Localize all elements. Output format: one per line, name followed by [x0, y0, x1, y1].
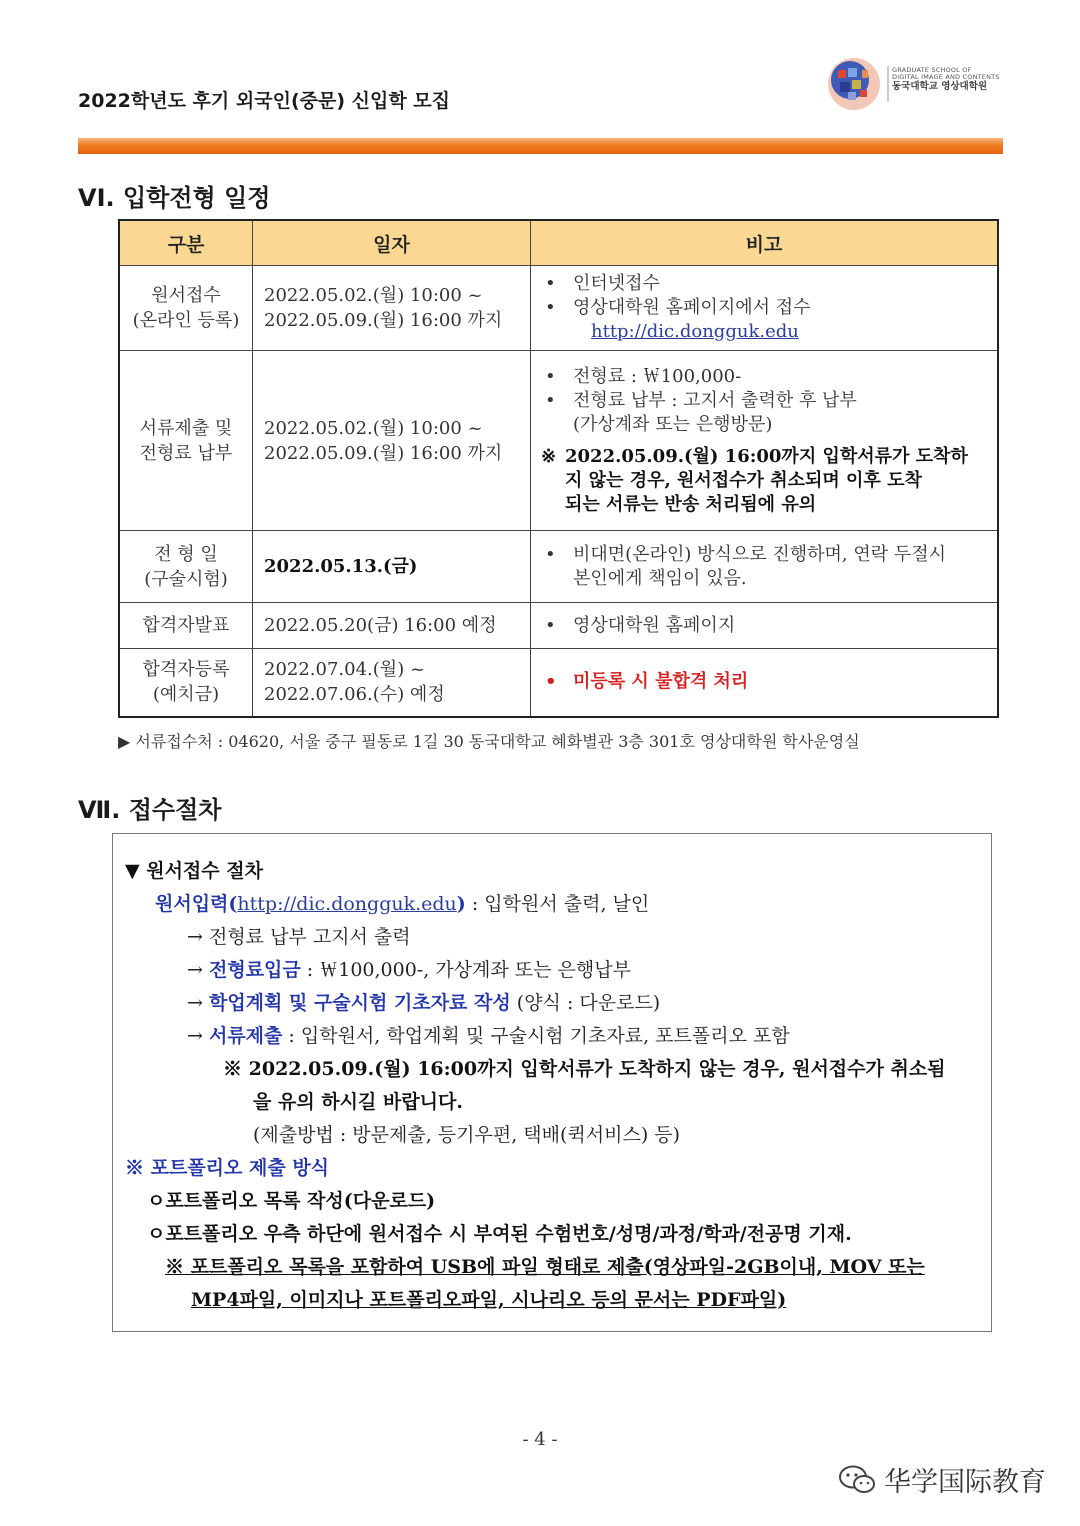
arrow-icon: → — [187, 926, 203, 948]
wechat-watermark — [838, 1460, 1046, 1499]
bullet-icon: • — [545, 543, 556, 565]
list-item: • 전형료 납부 : 고지서 출력한 후 납부 — [545, 389, 857, 411]
document-submission-address: ▶ 서류접수처 : 04620, 서울 중구 필동로 1길 30 동국대학교 혜화별관 3층 301호 영상대학원 학사운영실 — [118, 732, 860, 751]
category-line: (구술시험) — [144, 568, 228, 590]
list-item-continuation: 본인에게 책임이 있음. — [573, 567, 747, 589]
bullet-icon: • — [545, 365, 556, 387]
row-category — [119, 649, 253, 717]
category-line: (온라인 등록) — [132, 310, 240, 331]
portfolio-usb-note: ※ 포트폴리오 목록을 포함하여 USB에 파일 형태로 제출(영상파일-2GB이내, MOV 또는 — [165, 1256, 925, 1278]
portfolio-submission-title: ※ 포트폴리오 제출 방식 — [125, 1157, 330, 1179]
list-item: • 영상대학원 홈페이지 — [545, 614, 736, 636]
row-date — [253, 603, 531, 649]
table-row — [119, 603, 998, 649]
arrow-icon: → — [187, 1025, 203, 1047]
row-category — [119, 531, 253, 603]
row-date — [253, 649, 531, 717]
category-line: 전형료 납부 — [139, 442, 233, 464]
procedure-heading: ▼ 원서접수 절차 — [125, 860, 263, 882]
procedure-step-payment: → 전형료입금 : ￦100,000-, 가상계좌 또는 은행납부 — [187, 959, 631, 981]
date-line: 2022.05.02.(월) 10:00 ~ — [264, 285, 483, 306]
category-line: 합격자발표 — [142, 615, 230, 636]
list-item: • 인터넷접수 — [545, 273, 660, 294]
deadline-warning: ※ 2022.05.09.(월) 16:00까지 입학서류가 도착하 지 않는 경우, 원서접수가 취소되며 이후 도착 되는 서류는 반송 처리됨에 유의 — [541, 445, 968, 515]
arrow-icon: → — [187, 992, 203, 1014]
date-line: 2022.05.09.(월) 16:00 까지 — [264, 442, 503, 464]
list-item: • 영상대학원 홈페이지에서 접수 — [545, 297, 811, 318]
row-category — [119, 603, 253, 649]
category-line: 전 형 일 — [154, 543, 218, 565]
payment-method-note: (가상계좌 또는 은행방문) — [573, 413, 773, 435]
list-item: • 전형료 : ￦100,000- — [545, 365, 742, 387]
table-header-row — [119, 220, 998, 266]
watermark-text: 华学国际教育 — [884, 1467, 1046, 1498]
date-line: 2022.07.04.(월) ~ — [264, 659, 426, 681]
bullet-icon: • — [545, 389, 556, 411]
category-line: 서류제출 및 — [139, 417, 233, 439]
page-number: - 4 - — [522, 1429, 558, 1450]
deadline-warning-continued: 을 유의 하시길 바랍니다. — [253, 1091, 463, 1113]
row-remarks — [531, 531, 999, 603]
arrow-icon: → — [187, 959, 203, 981]
row-remarks — [531, 603, 999, 649]
bullet-icon: • — [545, 614, 556, 636]
logo-line-3: 동국대학교 영상대학원 — [892, 80, 988, 92]
header-remarks: 비고 — [531, 220, 999, 266]
logo-line-2: DIGITAL IMAGE AND CONTENTS — [892, 72, 1000, 81]
header-category: 구분 — [119, 220, 253, 266]
procedure-step-invoice: → 전형료 납부 고지서 출력 — [187, 926, 411, 948]
portfolio-item-list: ㅇ포트폴리오 목록 작성(다운로드) — [147, 1190, 436, 1212]
table-row — [119, 531, 998, 603]
row-remarks — [531, 351, 999, 531]
category-line: (예치금) — [152, 684, 220, 706]
application-procedure-box — [112, 833, 992, 1332]
row-date — [253, 351, 531, 531]
header-date: 일자 — [253, 220, 531, 266]
list-item: • 비대면(온라인) 방식으로 진행하며, 연락 두절시 — [545, 543, 947, 565]
row-remarks — [531, 649, 999, 717]
section-7-title: Ⅶ. 접수절차 — [78, 796, 222, 824]
procedure-step-online-form: 원서입력(http://dic.dongguk.edu) : 입학원서 출력, 날인 — [155, 893, 650, 915]
submission-methods: (제출방법 : 방문제출, 등기우편, 택배(퀵서비스) 등) — [253, 1124, 681, 1146]
date-line: 2022.07.06.(수) 예정 — [264, 684, 445, 706]
procedure-step-submit-documents: → 서류제출 : 입학원서, 학업계획 및 구술시험 기초자료, 포트폴리오 포함 — [187, 1025, 790, 1047]
reference-mark-icon: ※ — [541, 445, 557, 467]
wechat-icon — [838, 1464, 876, 1496]
section-6-title: VI. 입학전형 일정 — [78, 184, 271, 212]
row-category — [119, 351, 253, 531]
header-orange-bar — [78, 138, 1003, 154]
table-row — [119, 351, 998, 531]
portfolio-usb-note-continued: MP4파일, 이미지나 포트폴리오파일, 시나리오 등의 문서는 PDF파일) — [191, 1289, 787, 1311]
date-line: 2022.05.09.(월) 16:00 까지 — [264, 310, 503, 331]
category-line: 원서접수 — [151, 285, 221, 306]
logo-text — [892, 67, 1000, 92]
bullet-icon: • — [545, 273, 556, 294]
deadline-warning: ※ 2022.05.09.(월) 16:00까지 입학서류가 도착하지 않는 경우, 원서접수가 취소됨 — [223, 1058, 946, 1080]
date-line: 2022.05.13.(금) — [264, 556, 418, 577]
bullet-icon: • — [545, 297, 556, 318]
row-remarks — [531, 266, 999, 351]
table-row — [119, 266, 998, 351]
table-row — [119, 649, 998, 717]
reference-mark-icon: ※ — [223, 1058, 243, 1080]
procedure-step-study-plan: → 학업계획 및 구술시험 기초자료 작성 (양식 : 다운로드) — [187, 992, 661, 1014]
bullet-icon: • — [545, 671, 557, 693]
homepage-link[interactable]: http://dic.dongguk.edu — [591, 321, 799, 342]
row-date — [253, 266, 531, 351]
list-item: • 미등록 시 불합격 처리 — [545, 671, 749, 693]
logo-line-1: GRADUATE SCHOOL OF — [892, 66, 972, 74]
document-title: 2022학년도 후기 외국인(중문) 신입학 모집 — [78, 90, 451, 112]
category-line: 합격자등록 — [142, 659, 230, 681]
row-category — [119, 266, 253, 351]
date-line: 2022.05.20(금) 16:00 예정 — [264, 615, 497, 636]
date-line: 2022.05.02.(월) 10:00 ~ — [264, 417, 483, 439]
admission-schedule-table — [118, 219, 999, 718]
portfolio-item-labeling: ㅇ포트폴리오 우측 하단에 원서접수 시 부여된 수험번호/성명/과정/학과/전공명 기재. — [147, 1223, 852, 1245]
homepage-link[interactable]: http://dic.dongguk.edu — [237, 893, 457, 915]
row-date — [253, 531, 531, 603]
